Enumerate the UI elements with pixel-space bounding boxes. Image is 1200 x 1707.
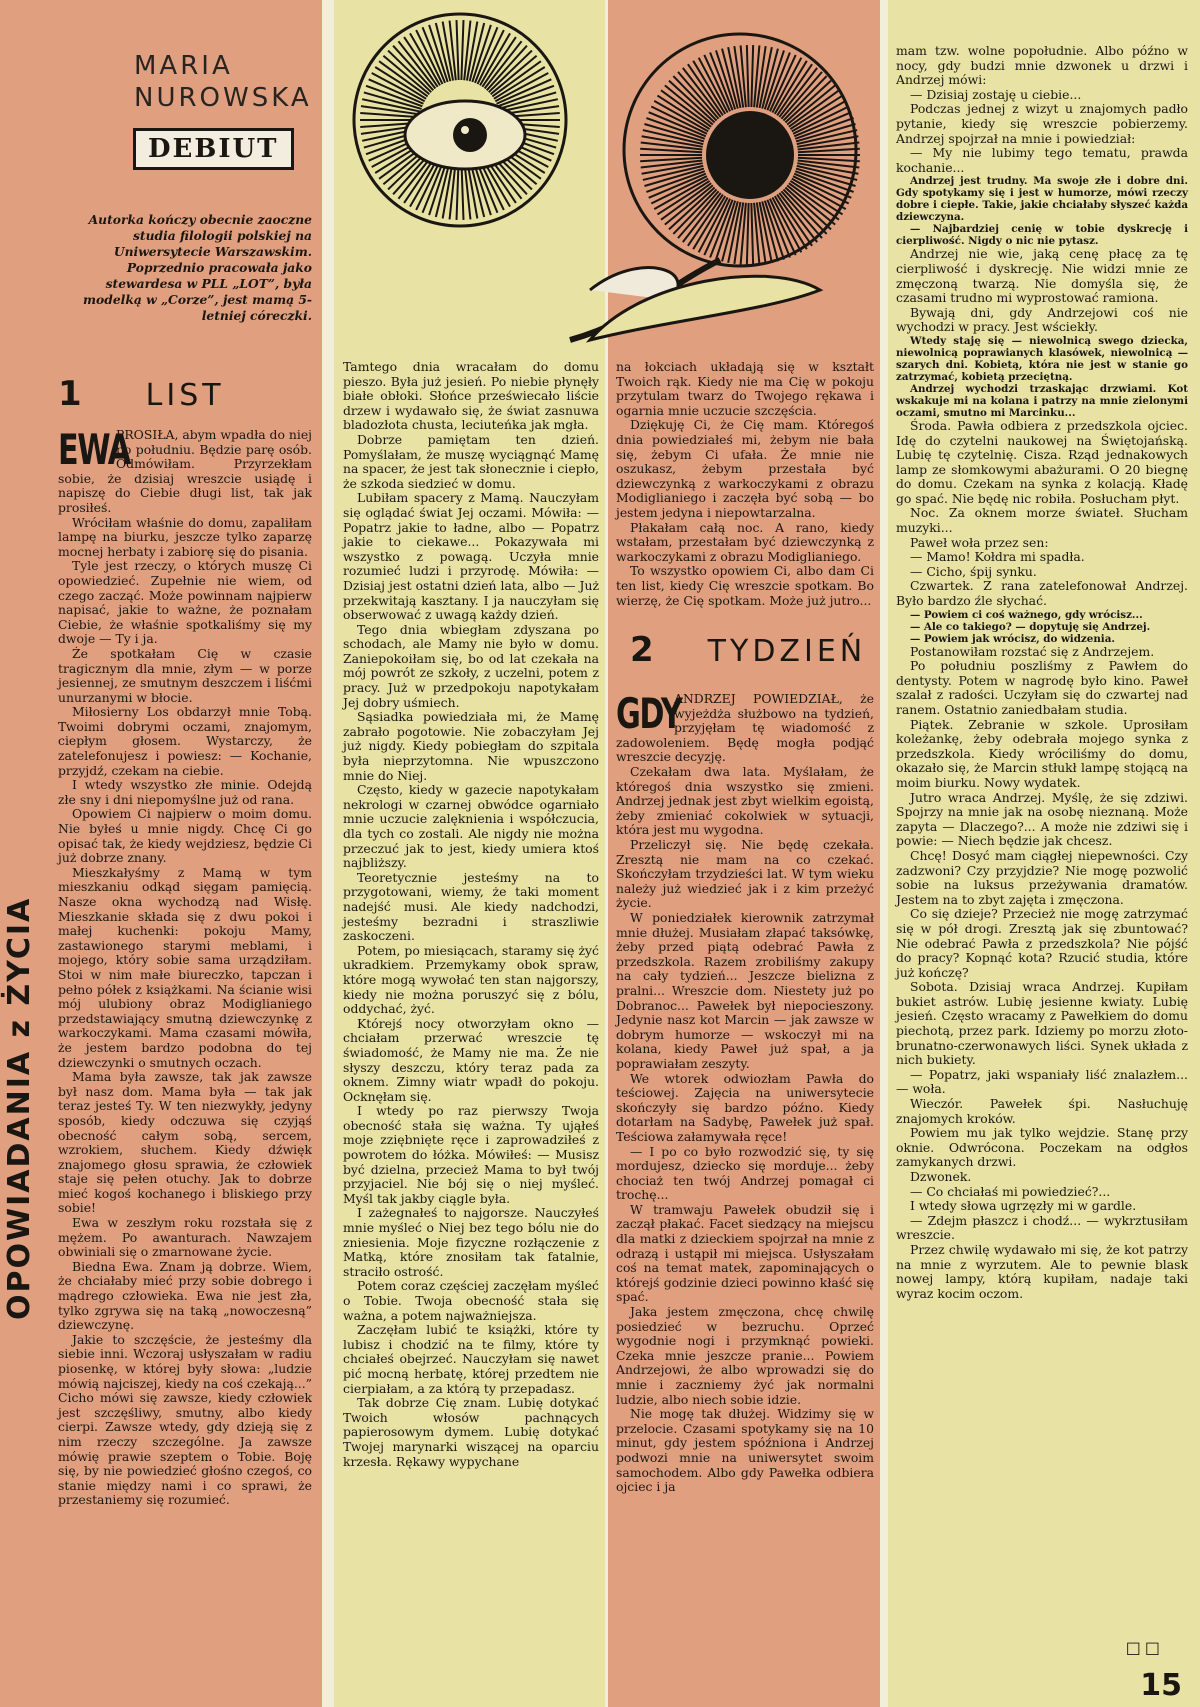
paragraph: Andrzej nie wie, jaką cenę płacę za tę cierpliwość i dyskrecję. Nie widzi mnie ze zmęczoną twarzą. Nie domyśla się, że czasami trudno mi wyprostować ramiona.	[896, 246, 1188, 306]
paragraph: Powiem mu jak tylko wejdzie. Stanę przy oknie. Odwrócona. Poczekam na odgłos zamykanych drzwi.	[896, 1125, 1188, 1170]
paragraph: Miłosierny Los obdarzył mnie Tobą. Twoimi dobrymi oczami, znajomym, ciepłym głosem. Wystarczy, że zatelefonujesz i powiesz: — Kochanie, przyjdź, czekam na ciebie.	[58, 704, 312, 778]
paragraph: Płakałam całą noc. A rano, kiedy wstałam, przestałam być dziewczynką z warkoczykami z obrazu Modiglianiego.	[616, 519, 874, 564]
paragraph: Biedna Ewa. Znam ją dobrze. Wiem, że chciałaby mieć przy sobie dobrego i mądrego człowieka. Ewa nie jest zła, tylko zgrywa się na taką „nowoczesną” dziewczynę.	[58, 1258, 312, 1333]
paragraph: Tego dnia wbiegłam zdyszana po schodach, ale Mamy nie było w domu. Zaniepokoiłam się, bo od lat czekała na mój powrót ze szkoły, z uczelni, potem z pracy. Już w przedpokoju napotykałam Jej dobry uśmiech.	[343, 621, 599, 710]
paragraph: Po południu poszliśmy z Pawłem do dentysty. Potem w nagrodę było kino. Paweł szalał z radości. Uczyłam się do czwartej nad ranem. Ostatnio zaniedbałam studia.	[896, 658, 1188, 717]
paragraph: Sąsiadka powiedziała mi, że Mamę zabrało pogotowie. Nie zobaczyłam Jej już nigdy. Kiedy pobiegłam do szpitala była nieprzytomna. Nie wpuszczono mnie do Niej.	[343, 709, 599, 783]
paragraph: Andrzej wychodzi trzaskając drzwiami. Kot wskakuje mi na kolana i patrzy na mnie zielonymi oczami, smutno mi Marcinku...	[896, 382, 1188, 419]
paragraph: Lubiłam spacery z Mamą. Nauczyłam się oglądać świat Jej oczami. Mówiła: — Popatrz jakie to ładne, albo — Popatrz jakie to ciekawe... Pokazywała mi wszystko z powagą. Uczyła mnie rozumieć ludzi i przyrodę. Mówiła: — Dzisiaj jest ostatni dzień lata, albo — Już przekwitają kasztany. I ja nauczyłam się obserwować z uwagą każdy dzień.	[343, 490, 599, 623]
column-4	[888, 0, 1200, 1707]
paragraph: Mieszkałyśmy z Mamą w tym mieszkaniu odkąd sięgam pamięcią. Nasze okna wychodzą nad Wisłę. Mieszkanie składa się z dwu pokoi i małej kuchenki: pokoju Mamy, zastawionego starymi meblami, i mojego, który sobie sama urządziłam. Stoi w nim małe biureczko, tapczan i pełno półek z książkami. Na ścianie wisi mój ulubiony obraz Modiglianiego przedstawiający smutną dziewczynkę z warkoczykami. Mama czasami mówiła, że jestem bardzo podobna do tej dziewczynki o smutnych oczach.	[58, 864, 312, 1070]
paragraph: PROSIŁA, abym wpadła do niej po południu. Będzie parę osób. Odmówiłam. Przyrzekłam sobie, że dzisiaj wreszcie usiądę i napiszę do Ciebie długi list, tak jak prosiłeś.	[58, 427, 312, 515]
part2-number: 2	[630, 630, 658, 671]
paragraph: Paweł woła przez sen:	[910, 534, 1049, 550]
paragraph: Dziękuję Ci, że Cię mam. Któregoś dnia powiedziałeś mi, żebym nie bała się, żebym Ci ufała. Że mnie nie oszukasz, żebym przestała być dziewczynką z warkoczykami z obrazu Modiglianiego i zaczęła być sobą — bo jestem jedyna i niepowtarzalna.	[616, 417, 874, 520]
paragraph: Postanowiłam rozstać się z Andrzejem.	[910, 643, 1155, 659]
paragraph: W tramwaju Pawełek obudził się i zaczął płakać. Facet siedzący na miejscu dla matki z dzieckiem spojrzał na mnie z odrazą i ustąpił mi miejsca. Usłyszałam coś na temat matek, zapominających o którejś godzinie dzieci powinno kłaść się spać.	[616, 1201, 874, 1305]
paragraph: We wtorek odwiozłam Pawła do teściowej. Zajęcia na uniwersytecie skończyły się bardzo późno. Kiedy dotarłam na Sadybę, Pawełek już spał. Teściowa załamywała ręce!	[616, 1070, 874, 1144]
paragraph: Czwartek. Z rana zatelefonował Andrzej. Było bardzo źle słychać.	[896, 578, 1188, 609]
paragraph: Bywają dni, gdy Andrzejowi coś nie wychodzi w pracy. Jest wściekły.	[896, 304, 1188, 335]
paragraph: Noc. Za oknem morze świateł. Słucham muzyki...	[896, 505, 1188, 536]
paragraph: Nie mogę tak dłużej. Widzimy się w przelocie. Czasami spotykamy się na 10 minut, gdy jestem spóźniona i Andrzej podwozi mnie na uniwersytet swoim samochodem. Albo gdy Pawełka odbiera ojciec i ja	[616, 1406, 874, 1495]
paragraph: Chcę! Dosyć mam ciągłej niepewności. Czy zadzwoni? Czy przyjdzie? Nie mogę pozwolić sobie na luksus przeżywania dramatów. Jestem na to zbyt zajęta i zmęczona.	[896, 847, 1188, 907]
paragraph: Dobrze pamiętam ten dzień. Pomyślałam, że muszę wyciągnąć Mamę na spacer, że jest tak słonecznie i ciepło, że szkoda siedzieć w domu.	[343, 431, 599, 491]
paragraph: Przez chwilę wydawało mi się, że kot patrzy na mnie z wyrzutem. Ale to pewnie blask nowej lampy, którą kupiłam, nadaje taki wyraz kocim oczom.	[896, 1241, 1188, 1301]
author-last: NUROWSKA	[134, 83, 312, 113]
paragraph: — Cicho, śpij synku.	[910, 563, 1037, 579]
paragraph: — Powiem jak wrócisz, do widzenia.	[910, 632, 1115, 645]
page-number: 15	[1140, 1668, 1182, 1703]
column-gutter	[322, 0, 334, 1707]
paragraph: W poniedziałek kierownik zatrzymał mnie dłużej. Musiałam złapać taksówkę, żeby przed piątą odebrać Pawła z przedszkola. Razem zrobiliśmy zakupy na cały tydzień... Jeszcze bielizna z pralni... Wreszcie dom. Niestety już po Dobranoc... Pawełek był niepocieszony. Jedynie nasz kot Marcin — jak zawsze w dobrym humorze — wskoczył mi na kolana, kiedy Paweł już spał, a ja poprawiałam zeszyty.	[616, 910, 874, 1071]
author-name	[134, 50, 312, 114]
paragraph: ANDRZEJ POWIEDZIAŁ, że wyjeżdża służbowo na tydzień, przyjęłam tę wiadomość z zadowoleniem. Będę mogła podjąć wreszcie decyzję.	[616, 691, 874, 765]
paragraph: mam tzw. wolne popołudnie. Albo późno w nocy, gdy budzi mnie dzwonek u drzwi i Andrzej mówi:	[896, 43, 1188, 88]
paragraph: — Co chciałaś mi powiedzieć?...	[910, 1183, 1111, 1199]
paragraph: — Mamo! Kołdra mi spadła.	[910, 549, 1085, 565]
paragraph: Tyle jest rzeczy, o których muszę Ci opowiedzieć. Zupełnie nie wiem, od czego zacząć. Może powinnam najpierw napisać, jakie to ważne, że poznałam Ciebie, że właśnie spotkaliśmy się my dwoje — Ty i ja.	[58, 558, 312, 647]
part1-heading	[58, 374, 312, 414]
part2-heading	[630, 630, 874, 670]
author-first: MARIA	[134, 51, 233, 81]
aster-flower-right	[624, 34, 860, 266]
column-4-text	[896, 44, 1188, 1301]
paragraph: Teoretycznie jesteśmy na to przygotowani, wiemy, że taki moment nadejść musi. Ale kiedy nadchodzi, jesteśmy bezradni i straszliwie zaskoczeni.	[343, 869, 599, 944]
column-gutter	[880, 0, 888, 1707]
paragraph: To wszystko opowiem Ci, albo dam Ci ten list, kiedy Cię wreszcie spotkam. Bo wierzę, że Cię spotkam. Może już jutro...	[616, 563, 874, 608]
paragraph: Czekałam dwa lata. Myślałam, że któregoś dnia wszystko się zmieni. Andrzej jednak jest zbyt wielkim egoistą, żeby zmieniać cokolwiek w sytuacji, która jest mu wygodna.	[616, 764, 874, 838]
column-2-text	[343, 360, 599, 1469]
paragraph: — Najbardziej cenię w tobie dyskrecję i cierpliwość. Nigdy o nic nie pytasz.	[896, 223, 1188, 248]
paragraph: Wróciłam właśnie do domu, zapaliłam lampę na biurku, jeszcze tylko zaparzę mocnej herbaty i zabiorę się do pisania.	[58, 514, 312, 559]
paragraph: — Powiem ci coś ważnego, gdy wrócisz...	[910, 608, 1143, 621]
paragraph: Sobota. Dzisiaj wraca Andrzej. Kupiłam bukiet astrów. Lubię jesienne kwiaty. Lubię jesień. Często wracamy z Pawełkiem do domu piechotą, przez park. Idziemy po morzu złoto-brunatno-czerwonawych liści. Synek układa z nich bukiety.	[896, 979, 1188, 1068]
debiut-label: DEBIUT	[133, 128, 294, 170]
paragraph: Andrzej jest trudny. Ma swoje złe i dobre dni. Gdy spotykamy się i jest w humorze, mówi rzeczy dobre i ciepłe. Takie, jakie chciałaby słyszeć każda dziewczyna.	[896, 175, 1188, 224]
paragraph: Podczas jednej z wizyt u znajomych padło pytanie, kiedy się wreszcie pobierzemy. Andrzej spojrzał na mnie i powiedział:	[896, 101, 1188, 146]
paragraph: Tak dobrze Cię znam. Lubię dotykać Twoich włosów pachnących papierosowym dymem. Lubię dotykać Twojej marynarki wiszącej na oparciu krzesła. Rękawy wypychane	[343, 1395, 599, 1469]
part2-title: TYDZIEŃ	[707, 634, 867, 670]
paragraph: Jaka jestem zmęczona, chcę chwilę posiedzieć w bezruchu. Oprzeć wygodnie nogi i przymknąć powieki. Czeka mnie jeszcze pranie... Powiem Andrzejowi, że albo wprowadzi się do mnie i zaczniemy żyć jak normalni ludzie, albo niech sobie idzie.	[616, 1304, 874, 1407]
paragraph: — Ale co takiego? — dopytuję się Andrzej.	[910, 620, 1151, 633]
part1-title: LIST	[145, 378, 225, 413]
column-1-text	[58, 425, 312, 1508]
paragraph: Opowiem Ci najpierw o moim domu. Nie byłeś u mnie nigdy. Chcę Ci go opisać tak, że kiedy wejdziesz, będzie Ci już dobrze znany.	[58, 806, 312, 866]
paragraph: Jutro wraca Andrzej. Myślę, że się zdziwi. Spojrzy na mnie jak na osobę nieznaną. Może zapyta — Dlaczego?... A może nie zdziwi się i powie: — Niech będzie jak chcesz.	[896, 789, 1188, 849]
paragraph: Potem coraz częściej zaczęłam myśleć o Tobie. Twoja obecność stała się ważna, a potem najważniejsza.	[343, 1278, 599, 1323]
section-label	[0, 780, 44, 1340]
paragraph: — Popatrz, jaki wspaniały liść znalazłem... — woła.	[896, 1066, 1188, 1097]
paragraph: I wtedy po raz pierwszy Twoja obecność stała się ważna. Ty ująłeś moje zziębnięte ręce i zaprowadziłeś z powrotem do łóżka. Mówiłeś: — Musisz być dzielna, przecież Mama to był twój przyjaciel. Nie bój się o niej myśleć. Myśl tak jakby ciągle była.	[343, 1103, 599, 1206]
dropcap-ewa: EWA	[58, 425, 130, 474]
end-mark: □□	[1125, 1638, 1164, 1657]
paragraph: Co się dzieje? Przecież nie mogę zatrzymać się w pół drogi. Zresztą jak się zbuntować? Nie odebrać Pawła z przedszkola? Nie pójść do pracy? Kopnąć kota? Rzucić studia, które już kończę?	[896, 906, 1188, 980]
paragraph: na łokciach układają się w kształt Twoich rąk. Kiedy nie ma Cię w pokoju przytulam twarz do Twojego rękawa i ogarnia mnie uczucie szczęścia.	[616, 359, 874, 418]
part1-number: 1	[58, 374, 86, 414]
paragraph: — Zdejm płaszcz i chodź... — wykrztusiłam wreszcie.	[896, 1212, 1188, 1243]
paragraph: I wtedy wszystko złe minie. Odejdą złe sny i dni niepomyślne już od rana.	[58, 777, 312, 807]
column-1	[0, 0, 322, 1707]
paragraph: — I po co było rozwodzić się, ty się mordujesz, dziecko się morduje... żeby chociaż ten twój Andrzej pomagał ci trochę...	[616, 1143, 874, 1203]
paragraph: Tamtego dnia wracałam do domu pieszo. Była już jesień. Po niebie płynęły białe obłoki. Słońce przeświecało liście drzew i wydawało się, że świat zasnuwa bladozłota chusta, leciuteńka jak mgła.	[343, 359, 599, 433]
paragraph: Przeliczył się. Nie będę czekała. Zresztą nie mam na co czekać. Skończyłam trzydzieści lat. W tym wieku należy już wiedzieć jak i z kim przeżyć życie.	[616, 837, 874, 911]
paragraph: Wtedy staję się — niewolnicą swego dziecka, niewolnicą poprawianych klasówek, niewolnicą — szarych dni. Kobietą, która nie jest w stanie go zatrzymać, kobietą przeciętną.	[896, 334, 1188, 383]
paragraph: Ewa w zeszłym roku rozstała się z mężem. Po awanturach. Nawzajem obwiniali się o zmarnowane życie.	[58, 1215, 312, 1260]
paragraph: Potem, po miesiącach, staramy się żyć ukradkiem. Przemykamy obok spraw, które mogą wywołać ten stan najgorszy, kiedy nie można poruszyć się z bólu, oddychać, żyć.	[343, 942, 599, 1017]
paragraph: Dzwonek.	[910, 1169, 972, 1184]
paragraph: Że spotkałam Cię w czasie tragicznym dla mnie, złym — w porze jesiennej, ze smutnym deszczem i liśćmi unurzanymi w błocie.	[58, 645, 312, 705]
paragraph: — My nie lubimy tego tematu, prawda kochanie...	[896, 145, 1188, 175]
paragraph: I wtedy słowa ugrzęzły mi w gardle.	[910, 1198, 1137, 1214]
paragraph: Którejś nocy otworzyłam okno — chciałam przerwać wreszcie tę świadomość, że Mamy nie ma. Że nie słyszy deszczu, który teraz pada za oknem. Zimny wiatr wpadł do pokoju. Ocknęłam się.	[343, 1015, 599, 1104]
paragraph: Mama była zawsze, tak jak zawsze był nasz dom. Mama była — tak jak teraz jesteś Ty. W ten niezwykły, jedyny sposób, kiedy odczuwa się czyjąś obecność całym sobą, sercem, wzrokiem, słuchem. Kiedy dźwięk znajomego głosu sprawia, że człowiek staje się pełen otuchy. Jak to dobrze mieć kogoś kochanego i bliskiego przy sobie!	[58, 1069, 312, 1216]
column-3-text-top	[616, 360, 874, 608]
paragraph: Piątek. Zebranie w szkole. Uprosiłam koleżankę, żeby odebrała mojego synka z przedszkola. Kiedy wróciliśmy do domu, okazało się, że Marcin stłukł lampę stojącą na moim biurku. Nowy wydatek.	[896, 716, 1188, 790]
paragraph: Jakie to szczęście, że jesteśmy dla siebie inni. Wczoraj usłyszałam w radiu piosenkę, w której były słowa: „ludzie mówią najciszej, kiedy na coś czekają...” Cicho mówi się zawsze, kiedy człowiek jest szczęśliwy, smutny, albo kiedy cierpi. Zawsze wtedy, gdy dzieją się z nim rzeczy szczególne. Ja zawsze mówię prawie szeptem o Tobie. Boję się, by nie powiedzieć głośno czegoś, co stanie między nami i co sprawi, że przestaniemy się rozumieć.	[58, 1331, 312, 1508]
paragraph: — Dzisiaj zostaję u ciebie...	[910, 86, 1082, 102]
dropcap-gdy: GDY	[616, 689, 682, 739]
column-3-text-bottom	[616, 689, 874, 1495]
author-intro: Autorka kończy obecnie zaoczne studia filologii polskiej na Uniwersytecie Warszawskim. Poprzednio pracowała jako stewardesa w PLL „LOT”, była modelką w „Corze”, jest mamą 5-letniej córeczki.	[83, 212, 312, 323]
paragraph: Zaczęłam lubić te książki, które ty lubisz i chodzić na te filmy, które ty chciałeś obejrzeć. Nauczyłam się nawet pić mocną herbatę, której przedtem nie cierpiałam, a za którą ty przepadasz.	[343, 1322, 599, 1396]
section-label-text: OPOWIADANIA z ŻYCIA	[2, 896, 37, 1320]
aster-flowers-illustration	[340, 10, 880, 360]
paragraph: Wieczór. Pawełek śpi. Nasłuchuję znajomych kroków.	[896, 1096, 1188, 1126]
paragraph: Często, kiedy w gazecie napotykałam nekrologi w czarnej obwódce ogarniało mnie uczucie zalęknienia i współczucia, dla tych co zostali. Ale nigdy nie można przeczuć jak to jest, kiedy umiera ktoś najbliższy.	[343, 782, 599, 871]
paragraph: Środa. Pawła odbiera z przedszkola ojciec. Idę do czytelni naukowej na Świętojańską. Lubię tę czytelnię. Cisza. Rząd jednakowych lamp ze słomkowymi abażurami. O 20 biegnę do domu. Czekam na synka z kolacją. Kładę go spać. Nie będę nic robiła. Posłucham płyt.	[896, 417, 1188, 506]
aster-flower-left	[354, 14, 566, 226]
paragraph: I zażegnałeś to najgorsze. Nauczyłeś mnie myśleć o Niej bez tego bólu nie do zniesienia. Moje fizyczne rozłączenie z Matką, które znosiłam tak fatalnie, straciło ostrość.	[343, 1205, 599, 1279]
